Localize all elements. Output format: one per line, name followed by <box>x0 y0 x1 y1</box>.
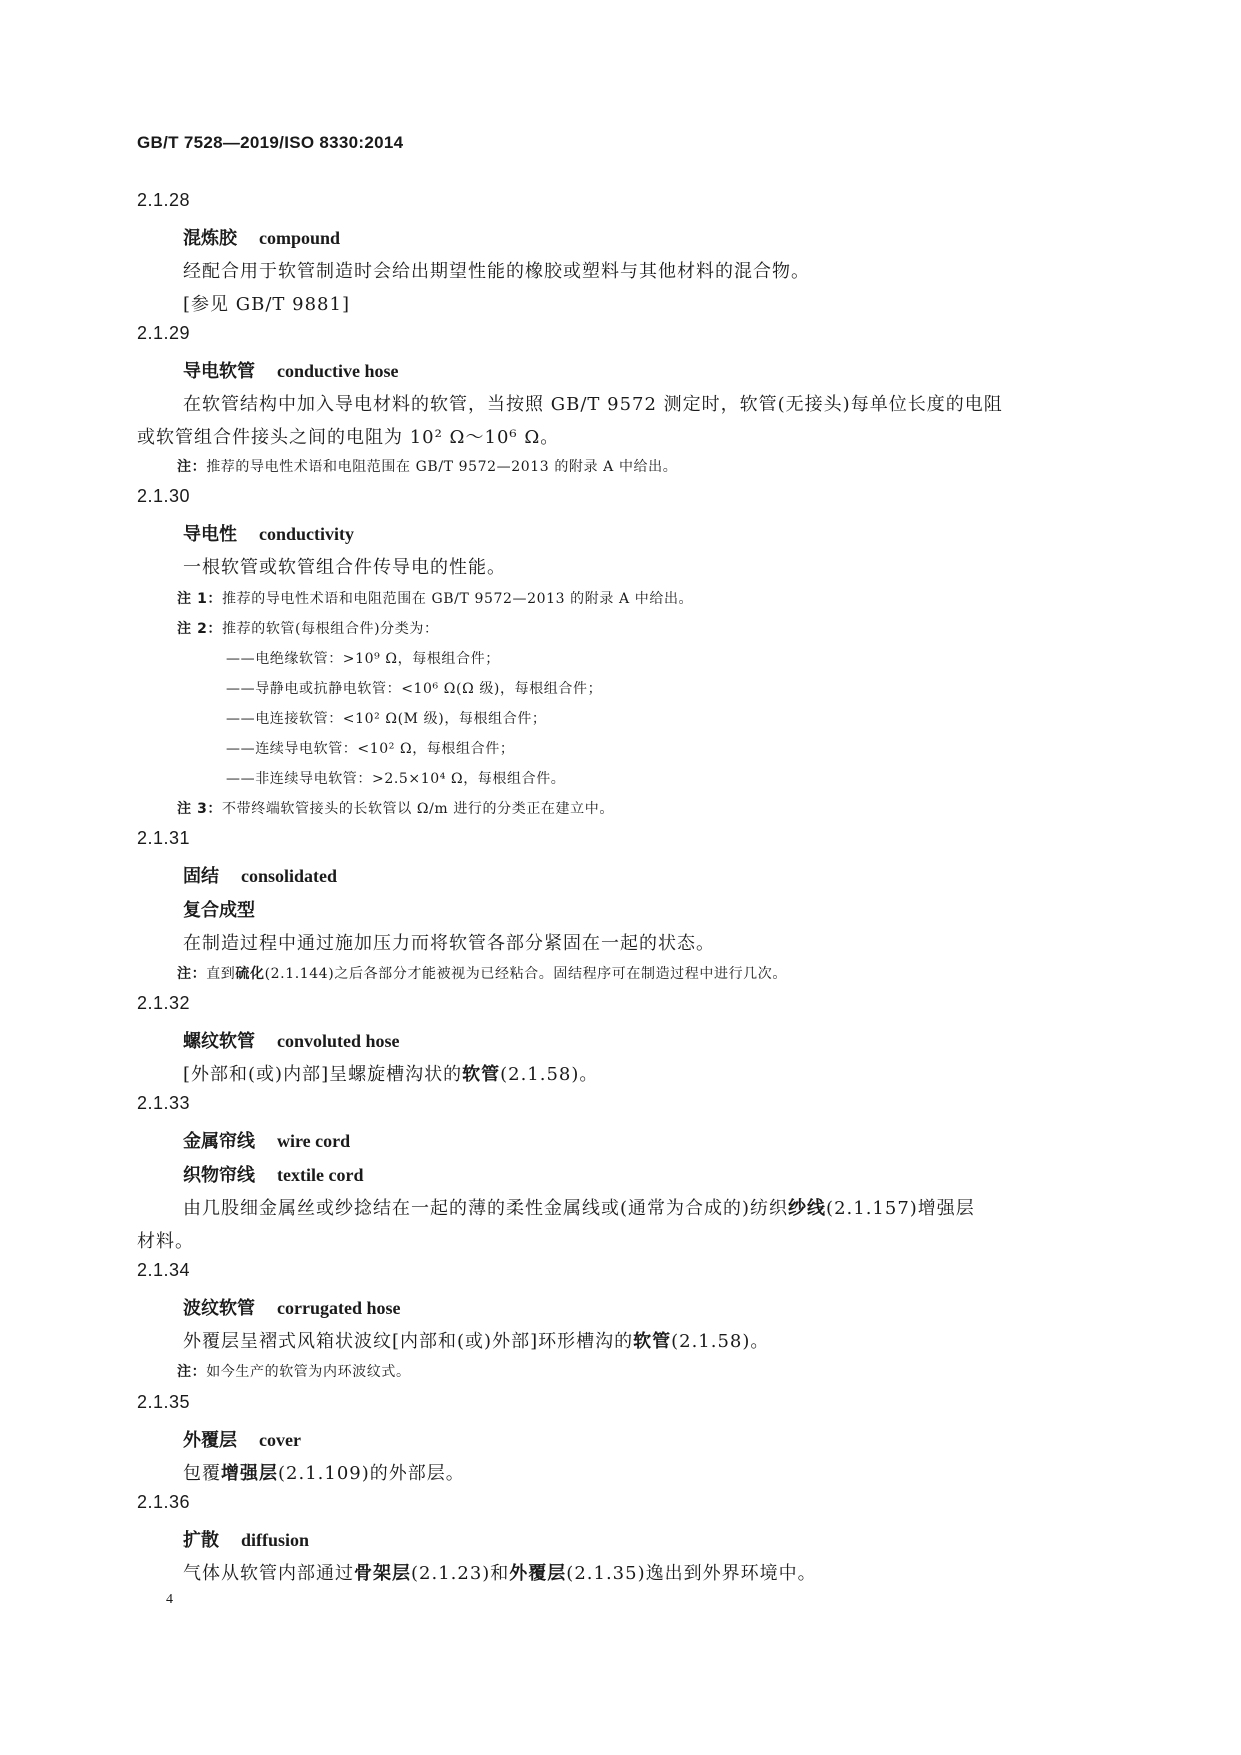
term-heading <box>183 1127 350 1153</box>
entry-number: 2.1.33 <box>137 1093 191 1113</box>
term-heading <box>183 1027 400 1053</box>
term-zh-alt: 织物帘线 <box>183 1165 255 1186</box>
definition-bold-term: 软管 <box>633 1331 672 1352</box>
note-bold-term: 硫化 <box>235 966 265 982</box>
definition <box>183 1060 598 1086</box>
term-heading <box>183 1526 309 1552</box>
term-zh: 金属帘线 <box>183 1131 255 1152</box>
note-label: 注 2： <box>177 621 223 637</box>
note <box>177 963 787 983</box>
term-heading <box>183 520 354 546</box>
definition-bold-term: 纱线 <box>788 1198 827 1219</box>
note-label: 注： <box>177 459 207 475</box>
definition-line <box>183 1194 975 1220</box>
definition: 在制造过程中通过施加压力而将软管各部分紧固在一起的状态。 <box>183 933 715 954</box>
term-heading <box>183 224 340 250</box>
term-en: diffusion <box>241 1530 310 1550</box>
note-text: 直到 <box>206 966 236 982</box>
definition-line: 或软管组合件接头之间的电阻为 10² Ω～10⁶ Ω。 <box>137 427 560 448</box>
term-en-alt: textile cord <box>277 1165 364 1185</box>
definition-text: (2.1.58)。 <box>671 1331 770 1352</box>
list-item: ——连续导电软管：<10² Ω，每根组合件； <box>226 741 515 757</box>
note-text: 推荐的导电性术语和电阻范围在 GB/T 9572—2013 的附录 A 中给出。 <box>206 459 678 475</box>
definition-bold-term: 骨架层 <box>354 1563 411 1584</box>
term-zh: 导电性 <box>183 524 237 545</box>
term-zh: 混炼胶 <box>183 228 237 249</box>
definition-text: [外部和(或)内部]呈螺旋槽沟状的 <box>183 1064 463 1085</box>
term-zh-alt: 复合成型 <box>183 900 255 921</box>
note <box>177 456 677 476</box>
definition <box>183 1327 769 1353</box>
list-item: ——非连续导电软管：>2.5×10⁴ Ω，每根组合件。 <box>226 771 566 787</box>
definition <box>183 1459 465 1485</box>
term-heading <box>183 862 337 888</box>
entry-number: 2.1.34 <box>137 1260 191 1280</box>
definition-bold-term: 外覆层 <box>509 1563 567 1584</box>
definition: 经配合用于软管制造时会给出期望性能的橡胶或塑料与其他材料的混合物。 <box>183 261 810 282</box>
term-en: conductive hose <box>277 361 399 381</box>
term-heading <box>183 1294 400 1320</box>
term-zh: 外覆层 <box>183 1430 237 1451</box>
entry-number: 2.1.31 <box>137 828 191 848</box>
list-item: ——电绝缘软管：>10⁹ Ω，每根组合件； <box>226 651 500 667</box>
entry-number: 2.1.36 <box>137 1492 191 1512</box>
note-label: 注 3： <box>177 801 223 817</box>
term-en: corrugated hose <box>277 1298 401 1318</box>
definition-text: 由几股细金属丝或纱捻结在一起的薄的柔性金属线或(通常为合成的)纺织 <box>183 1198 789 1219</box>
term-zh: 波纹软管 <box>183 1298 255 1319</box>
note-text: 推荐的软管(每根组合件)分类为： <box>222 621 439 637</box>
definition-line: 材料。 <box>137 1231 194 1252</box>
note-text: (2.1.144)之后各部分才能被视为已经粘合。固结程序可在制造过程中进行几次。 <box>264 966 787 982</box>
note-2 <box>177 618 439 638</box>
term-heading-alt <box>183 1161 363 1187</box>
definition-bold-term: 增强层 <box>221 1463 278 1484</box>
definition-text: (2.1.35)逸出到外界环境中。 <box>566 1563 817 1584</box>
definition-text: (2.1.157)增强层 <box>826 1198 975 1219</box>
page-number: 4 <box>166 1592 173 1607</box>
note-text: 不带终端软管接头的长软管以 Ω/m 进行的分类正在建立中。 <box>222 801 614 817</box>
note-1 <box>177 588 693 608</box>
entry-number: 2.1.30 <box>137 486 191 506</box>
definition-text: 气体从软管内部通过 <box>183 1563 354 1584</box>
note-3 <box>177 798 614 818</box>
definition-text: (2.1.23)和 <box>411 1563 510 1584</box>
note-label: 注 1： <box>177 591 223 607</box>
note-text: 如今生产的软管为内环波纹式。 <box>206 1364 411 1380</box>
list-item: ——电连接软管：<10² Ω(M 级)，每根组合件； <box>226 711 547 727</box>
definition-bold-term: 软管 <box>462 1064 501 1085</box>
entry-number: 2.1.29 <box>137 323 191 343</box>
term-en: wire cord <box>277 1131 351 1151</box>
reference: [参见 GB/T 9881] <box>183 294 350 315</box>
term-heading <box>183 357 399 383</box>
definition-text: (2.1.109)的外部层。 <box>278 1463 465 1484</box>
note-label: 注： <box>177 966 207 982</box>
definition-text: 外覆层呈褶式风箱状波纹[内部和(或)外部]环形槽沟的 <box>183 1331 634 1352</box>
note-text: 推荐的导电性术语和电阻范围在 GB/T 9572—2013 的附录 A 中给出。 <box>222 591 694 607</box>
term-zh: 导电软管 <box>183 361 255 382</box>
definition-line: 在软管结构中加入导电材料的软管，当按照 GB/T 9572 测定时，软管(无接头)每单位长度的电阻 <box>183 394 1003 415</box>
term-en: conductivity <box>259 524 355 544</box>
definition-text: 包覆 <box>183 1463 221 1484</box>
note <box>177 1361 411 1381</box>
term-en: convoluted hose <box>277 1031 400 1051</box>
term-heading-alt <box>183 896 255 922</box>
note-label: 注： <box>177 1364 207 1380</box>
term-en: consolidated <box>241 866 338 886</box>
definition-text: (2.1.58)。 <box>500 1064 599 1085</box>
entry-number: 2.1.28 <box>137 190 191 210</box>
standard-header: GB/T 7528—2019/ISO 8330:2014 <box>137 133 404 152</box>
term-en: cover <box>259 1430 301 1450</box>
list-item: ——导静电或抗静电软管：<10⁶ Ω(Ω 级)，每根组合件； <box>226 681 603 697</box>
term-en: compound <box>259 228 341 248</box>
term-heading <box>183 1426 301 1452</box>
entry-number: 2.1.32 <box>137 993 191 1013</box>
entry-number: 2.1.35 <box>137 1392 191 1412</box>
term-zh: 螺纹软管 <box>183 1031 255 1052</box>
definition: 一根软管或软管组合件传导电的性能。 <box>183 557 506 578</box>
term-zh: 固结 <box>183 866 219 887</box>
term-zh: 扩散 <box>183 1530 219 1551</box>
definition <box>183 1559 817 1585</box>
